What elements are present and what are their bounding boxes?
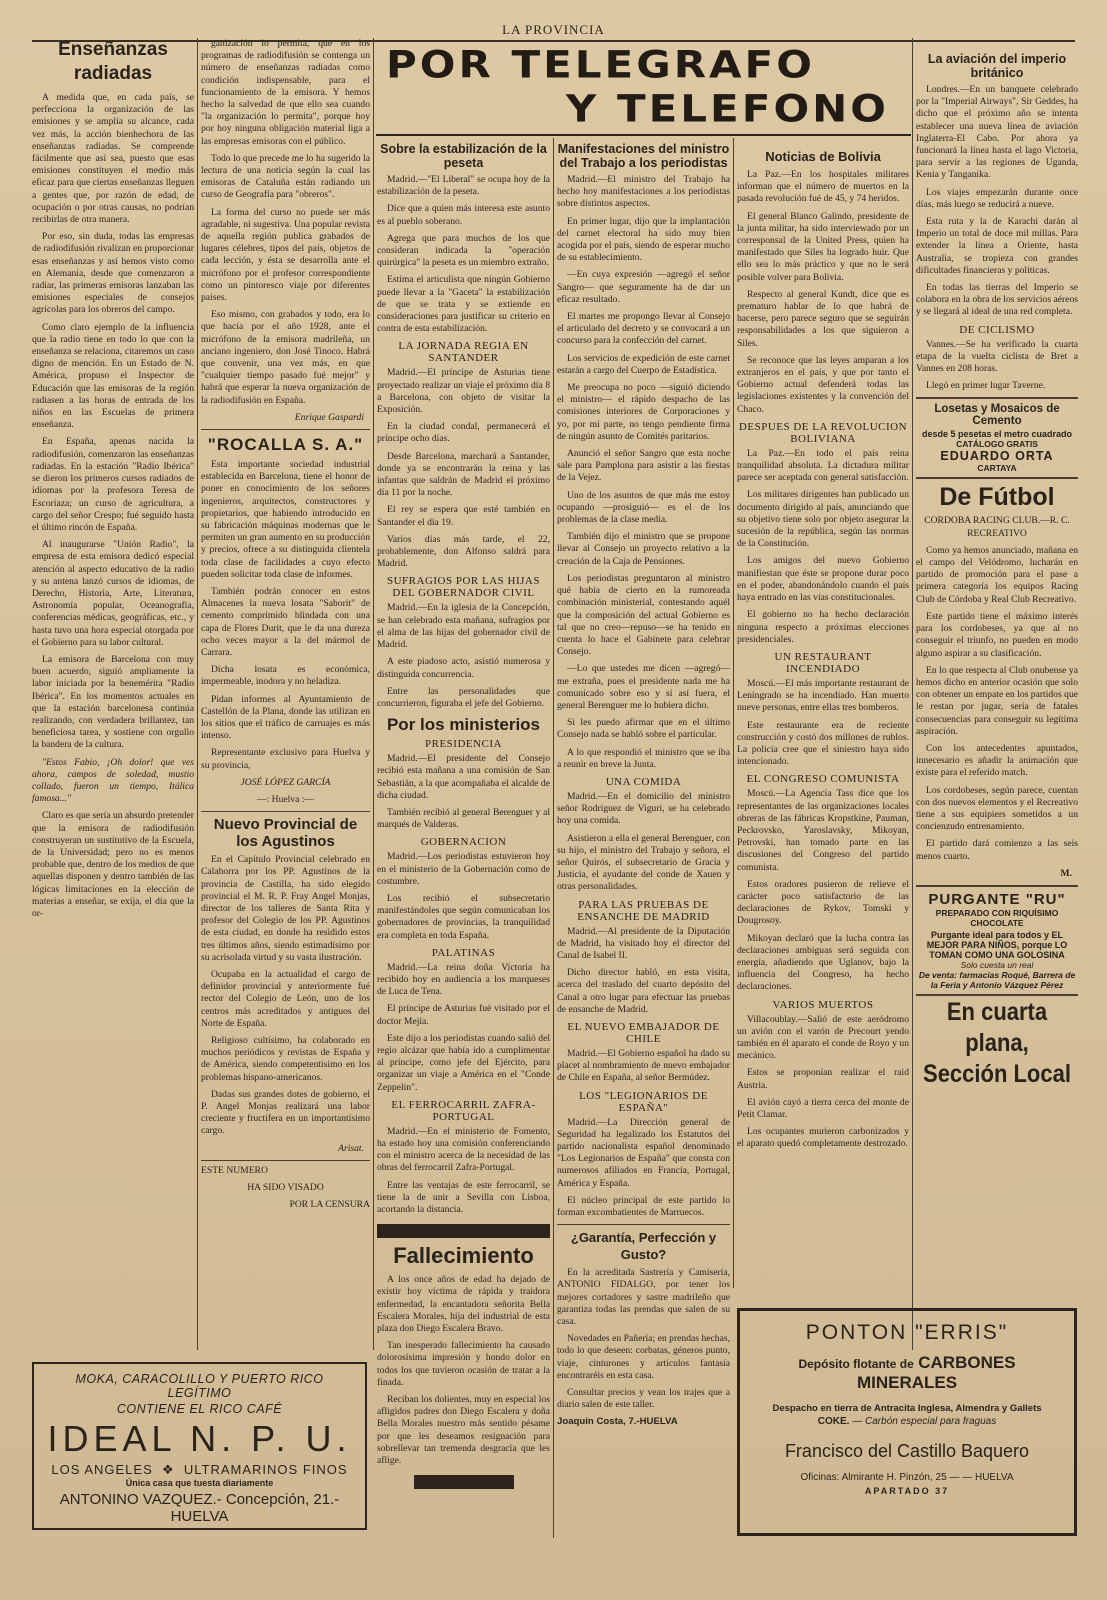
ad-purgante-title: PURGANTE "RU" [928,890,1066,908]
masthead-rule [376,134,911,136]
paragraph: El general Blanco Galindo, presidente de la junta militar, ha sido interviewado por un corresponsal de la United Press, quien ha manifestado que Siles ha logrado huir. Que ello sea lo más práctico y que no le será posible volver para Bolivia. [737,210,909,283]
paragraph: Religioso cultísimo, ha colaborado en muchos periódicos y revistas de España y de América, siendo competentísimo en los problemas hispano-americanos. [201,1035,370,1083]
paragraph: A los once años de edad ha dejado de existir hoy víctima de rápida y traidora enfermedad, la encantadora señorita Bella Escalera Morales, hija del industrial de esta plaza don Diego Escalera Bravo. [377,1274,550,1335]
subheading-presidencia: PRESIDENCIA [424,738,502,751]
ad-ponton-coke-dash: — [852,1416,863,1427]
paragraph: Entre las ventajas de este ferrocarril, se tiene la de unir a Sevilla con Lisboa, acortando la distancia. [377,1179,550,1215]
paragraph: En España, apenas nacida la radiodifusión, comenzaron las enseñanzas radiadas. En la estación "Radio Ibérica" se dieron los primeros cursos radiados de idiomas por la profesora Teresa de Escoriaza; un curso de agricultura, a cargo del señor Crespo; fué seguido hasta el último rincón de España. [32,436,194,533]
paragraph: Este dijo a los periodistas cuando salió del regio alcázar que había ido a cumplimentar al príncipe, como jefe del Ejército, para organizar un viaje a América en el "Conde Zeppelin". [377,1032,550,1093]
column-rule [553,138,554,1538]
paragraph: Con los antecedentes apuntados, innecesario es añadir la animación que existe para el referido match. [916,742,1078,779]
ad-moka-brand: IDEAL N. P. U. [47,1418,352,1459]
paragraph: El avión cayó a tierra cerca del monte de Petit Clamar. [737,1096,909,1120]
divider [201,1160,370,1161]
paragraph: Pidan informes al Ayuntamiento de Castellón de la Plana, donde las utilizan en los sitios que el tráfico de carruajes es más intenso. [201,693,370,742]
column-rule [912,38,913,1350]
divider [201,811,370,812]
paragraph: Los amigos del nuevo Gobierno manifiestan que éste se propone durar poco en el poder, abandonándolo cuando el país haya entrado en las vías constitucionales. [737,555,909,604]
ad-address: Joaquín Costa, 7.-HUELVA [557,1416,678,1428]
ad-ponton-title: PONTON "ERRIS" [805,1321,1009,1344]
author-signature: M. [1060,867,1072,879]
paragraph: A lo que respondió el ministro que se iba a reunir en breve la Junta. [557,746,730,770]
paragraph: Desde Barcelona, marchará a Santander, donde ya se encontrarán la reina y las infantas que saldrán de Madrid el próximo día 11 por la noche. [377,450,550,499]
ad-ponton-subtitle [748,1353,1066,1393]
column-rule [373,38,374,1350]
black-bar [377,1224,550,1238]
ad-ponton-line-1: Despacho en tierra de Antracita Inglesa, Almendra y Gallets [772,1403,1042,1414]
subheading-comida: UNA COMIDA [605,775,682,788]
paragraph: La Paz.—En todo el país reina tranquilidad absoluta. La dictadura militar parece ser aceptada con general satisfacción. [737,447,909,484]
paragraph: Los periodistas preguntaron al ministro qué había de cierto en la rumoreada combinación ministerial, contestando aquél que la composición del actual Gobierno es tal que no creo—repuso—se ha tenido en cuenta lo hace el Gabinete para celebrar Consejo. [557,572,730,658]
paragraph: Tan inesperado fallecimiento ha causado dolorosísima impresión y hondo dolor en todos los que tuvieron ocasión de tratar a la finada. [377,1340,550,1388]
paragraph: Entre las personalidades que concurrieron, figuraba el jefe del Gobierno. [377,685,550,709]
paragraph: Madrid.—El príncipe de Asturias tiene proyectado realizar un viaje el próximo día 8 a Barcelona, con objeto de visitar la Exposición. [377,367,550,416]
divider [557,1224,730,1225]
paragraph: Al inaugurarse "Unión Radio", la empresa de esta emisora dedicó especial atención al aspecto educativo de la radio y su antena lanzó cursos de idiomas, de Derecho, Historia, Arte, Literatura, Astronomía popular, Oceanografía, conferencias médicas, geográficas, etc., y hasta tuvo una hora especial otorgada por el Gobierno para su labor cultural. [32,539,194,648]
paragraph: A medida que, en cada país, se perfecciona la organización de las emisiones y se amplía su alcance, cada vez más, la acción bienhechora de las enseñanzas radiadas. Se comprende fácilmente que así sea, puesto que esas emisiones constituyen el medio más eficaz para que ciertas enseñanzas lleguen a gentes que, por razón de edad, de ocupación o por otras causas, no podrían recibirlas de otra manera. [32,92,194,226]
article-title-fallecimiento: Fallecimiento [393,1243,534,1269]
subheading-futbol: CORDOBA RACING CLUB.—R. C. RECREATIVO [924,515,1070,539]
column-1 [32,38,194,1348]
paragraph: Respecto al general Kundt, dice que es prematuro hablar de lo que habrá de hacerse, pero parece seguro que se seguirán responsabilidades a los que siguieron a Siles. [737,288,909,349]
running-head: LA PROVINCIA [32,22,1075,42]
censorship-line-2: HA SIDO VISADO [247,1181,324,1193]
ad-ponton-apartado: APARTADO 37 [864,1486,950,1496]
paragraph: La Paz.—En los hospitales militares informan que el número de muertos en la pasada revolución fué de 45, y 74 heridos. [737,169,909,205]
paragraph: Madrid.—En el domicilio del ministro señor Rodríguez de Viguri, se ha celebrado hoy una comida. [557,790,730,827]
paragraph: También recibió al general Berenguer y al marqués de Valderas. [377,806,550,831]
ad-purgante-line-3: Solo cuesta un real [960,959,1034,970]
paragraph: Se reconoce que las leyes amparan a los extranjeros en el país, y que por tanto el Gobierno actual defenderá todas las legislaciones existentes y la convención del Chaco. [737,354,909,415]
author-signature: Arisat. [338,1142,364,1154]
subheading-restaurant: UN RESTAURANT INCENDIADO [774,650,872,675]
notice-line-2: Sección Local [923,1058,1071,1088]
paragraph: En la acreditada Sastrería y Camisería, ANTONIO FIDALGO, por tener los mejores cortadores y sastre madrileño que garantiza todas las prendas que salen de su casa. [557,1267,730,1328]
notice-line-1: En cuarta plana, [946,996,1048,1057]
ad-purgante-line-1: PREPARADO CON RIQUÍSIMO CHOCOLATE [935,907,1059,928]
ad-ponton-coke: COKE. [817,1416,850,1427]
subheading-muertos: VARIOS MUERTOS [772,998,874,1011]
ad-moka-line-1: MOKA, CARACOLILLO Y PUERTO RICO LEGÍTIMO [75,1372,324,1400]
ad-losetas-name: EDUARDO ORTA [940,449,1054,464]
section-title-ministerios: Por los ministerios [386,715,541,735]
paragraph: Como ya hemos anunciado, mañana en el campo del Velódromo, lucharán en partido de promoción para el pase a primera categoría los equipos Racing Club de Córdoba y Real Club Recreativo. [916,544,1078,605]
masthead-line-2: Y TELEFONO [565,86,889,131]
paragraph: Madrid.—La reina doña Victoria ha recibido hoy en audiencia a los marqueses de Luca de Tena. [377,961,550,998]
subheading-ferrocarril: EL FERROCARRIL ZAFRA-PORTUGAL [391,1098,536,1123]
paragraph: Como claro ejemplo de la influencia que la radio tiene en todo lo que con la enseñanza se relaciona, citaremos un caso digno de mención. En un Estado de N. América, propuso el Inspector de Educación que las emisoras de la región radiasen a las horas de entrada de los niños en las Escuelas de primera enseñanza. [32,321,194,431]
article-title-manifestaciones: Manifestaciones del ministro del Trabajo a los periodistas [557,142,730,170]
ad-ponton-address: Oficinas: Almirante H. Pinzón, 25 — — HUELVA [800,1472,1014,1483]
ad-ponton-subtitle-a: Depósito flotante de [798,1357,914,1371]
paragraph: —En cuya expresión —agregó el señor Sangro— que seguramente ha de dar un eficaz resultado. [557,269,730,305]
column-6 [916,38,1078,1350]
paragraph: Consultar precios y vean los trajes que a diario salen de este taller. [557,1387,730,1411]
subheading-sufragios: SUFRAGIOS POR LAS HIJAS DEL GOBERNADOR CIVIL [386,575,540,600]
paragraph: Los servicios de expedición de este carnet estarán a cargo del Cuerpo de Estadística. [557,352,730,376]
censorship-line-3: POR LA CENSURA [289,1199,370,1211]
paragraph: Madrid.—El Gobierno español ha dado su placet al nombramiento de nuevo embajador de Chile en España, al señor Bermúdez. [557,1047,730,1084]
subheading-embajador: EL NUEVO EMBAJADOR DE CHILE [567,1020,720,1045]
paragraph: Los recibió el subsecretario manifestándoles que según comunicaban los gobernadores de provincias, la tranquilidad era completa en toda España. [377,892,550,941]
masthead-line-1: POR TELEGRAFO [386,42,815,87]
article-title-agustinos: Nuevo Provincial de los Agustinos [213,816,358,851]
ad-losetas-line-1: desde 5 pesetas el metro cuadrado [921,429,1073,440]
ad-ponton-name: Francisco del Castillo Baquero [784,1441,1030,1461]
black-bar [414,1475,514,1489]
paragraph: Llegó en primer lugar Taverne. [926,380,1046,392]
ad-moka-line-3 [42,1462,357,1478]
paragraph: El núcleo principal de este partido lo forman excombatientes de Marruecos. [557,1194,730,1219]
paragraph: —Lo que ustedes me dicen —agregó— me extraña, pues el presidente nada me ha comunicado sobre eso y si así fuera, el general Berenguer me lo hubiera dicho. [557,663,730,711]
ad-moka-store: LOS ANGELES [51,1462,153,1477]
paragraph: ganización lo permita, que en los programas de radiodifusión se contenga un número de enseñanzas radiadas como condición indispensable, para el funcionamiento de la emisora. Y hemos hecho la salvedad de que ello sea cuando "la organización lo permita", porque hoy por hoy ninguna obligación material liga a las empresas emisoras con el público. [201,38,370,147]
ad-title-rocalla: "ROCALLA S. A." [207,434,364,454]
paragraph: Estos se proponían realizar el raid Austria. [737,1067,909,1091]
paragraph: Eso mismo, con grabados y todo, era lo que hacía por el año 1928, ante el micrófono de la emisora madrileña, un anciano ingeniero, don José Tinoco. Habrá que convenir, una vez más, en que "cualquier tiempo pasado fué mejor" y habrá que esperar la nueva organización de la radiodifusión en España. [201,309,370,406]
divider [916,477,1078,479]
divider [916,885,1078,887]
column-rule [197,38,198,1350]
subheading-jornada-regia: LA JORNADA REGIA EN SANTANDER [398,340,529,365]
paragraph: El gobierno no ha hecho declaración ninguna respecto a próximas elecciones presidenciales. [737,609,909,645]
column-4 [557,142,730,1542]
article-title-futbol: De Fútbol [939,483,1055,512]
paragraph: En primer lugar, dijo que la implantación del carnet electoral ha sido muy bien acogida por el país, siendo de esperar mucho de su establecimiento. [557,215,730,264]
ad-ponton-erris [737,1308,1077,1536]
paragraph: Dicho director habló, en esta visita, acerca del traslado del cuarto depósito del Canal a otro lugar para efectuar las pruebas de ensanche de Madrid. [557,967,730,1015]
ad-purgante [916,891,1078,990]
paragraph: Madrid.—El presidente del Consejo recibió esta mañana a una comisión de San Sebastián, a la que acompañaba el alcalde de dicha ciudad. [377,753,550,801]
paragraph: Me preocupa no poco —siguió diciendo el ministro— el rápido despacho de las comisiones interiores de Corporaciones y yo, por mi parte, no tengo pendiente firma de ningún asunto de Comités paritarios. [557,382,730,442]
paragraph: Los militares dirigentes han publicado un documento dirigido al país, anunciando que su objetivo tiene solo por objeto asegurar la sucesión de la república, según las normas de la Constitución. [737,489,909,550]
paragraph: El rey se espera que esté también en Santander el día 19. [377,504,550,528]
paragraph: Estima el articulista que ningún Gobierno puede llevar a la "Gaceta" la estabilización de que se trata y se extiende en consideraciones para justificar su criterio en contra de esta estabilización. [377,274,550,335]
paragraph: Los ocupantes murieron carbonizados y el aparato quedó completamente destrozado. [737,1126,909,1150]
paragraph: Anunció el señor Sangro que esta noche sale para Pamplona para asistir a las fiestas de la Vejez. [557,448,730,484]
notice-cuarta-plana [916,996,1078,1089]
paragraph: Madrid.—El ministro del Trabajo ha hecho hoy manifestaciones a los periodistas sobre distintos aspectos. [557,174,730,210]
ad-ponton-line-2 [748,1416,1066,1427]
ad-ponton-coke-desc: Carbón especial para fraguas [865,1416,997,1427]
divider [916,397,1078,399]
representative-city: —: Huelva :— [256,793,315,805]
subheading-legionarios: LOS "LEGIONARIOS DE ESPAÑA" [579,1089,708,1114]
paragraph: Mikoyan declaró que la lucha contra las declaraciones ambiguas será seguida con energía, añadiendo que Uglanov, bajo la influencia del Congreso, ha hecho declaraciones. [737,932,909,993]
ad-losetas-line-2: CATÁLOGO GRATIS [956,439,1038,450]
column-3 [377,142,550,1532]
ad-ponton-subtitle-b: CARBONES MINERALES [856,1353,1016,1392]
paragraph: En el Capítulo Provincial celebrado en Calahorra por los PP. Agustinos de la provincia de Castilla, ha sido elegido provincial el M. R. P. Fray Angel Monjas, director de los talleres de Santa Rita y profesor del Colegio de los PP. Agustinos de esta ciudad, en donde ha residido estos tres últimos años, siendo estimadísimo por su acrisolada virtud y su vasta ilustración. [201,854,370,963]
article-title-aviacion: La aviación del imperio británico [927,52,1067,80]
paragraph: Madrid.—Los periodistas estuvieron hoy en el ministerio de la Gobernación como de costumbre. [377,851,550,887]
paragraph: Los viajes empezarán durante once días, más luego se reducirá a nueve. [916,186,1078,210]
paragraph: Madrid.—La Dirección general de Seguridad ha legalizado los Estatutos del partido nacionalista español denominado "Los Legionarios de España" que consta con numerosos afiliados en Francia, Portugal, América y España. [557,1116,730,1189]
ad-losetas [916,403,1078,473]
paragraph: Claro es que sería un absurdo pretender que la emisora de radiodifusión construyeran un sustitutivo de la Escuela, de la Universidad; pero no es menos probable que, dentro de los medios de que aquellas disponen y dentro también de las lógicas limitaciones en la elección de materias a enseñar, se exija, el día que la or- [32,810,194,919]
paragraph: Dicha losata es económica, impermeable, inodora y no heladiza. [201,664,370,688]
column-rule [733,138,734,1288]
ad-moka-line-5: Única casa que tuesta diariamente [125,1478,274,1488]
paragraph: Vannes.—Se ha verificado la cuarta etapa de la vuelta ciclista de Bret a Vannes en 208 horas. [916,338,1078,375]
paragraph: Madrid.—En la iglesia de la Concepción, se han celebrado esta mañana, sufragios por el alma de las hijas del gobernador civil de Madrid. [377,602,550,651]
paragraph: Ocupaba en la actualidad el cargo de definidor provincial y anteriormente fué rector del Colegio de León, uno de los centros más acreditados y antiguos del Norte de España. [201,969,370,1029]
ad-title-garantia: ¿Garantía, Perfección y Gusto? [570,1230,717,1263]
article-title-bolivia: Noticias de Bolivia [765,149,881,164]
ad-purgante-line-4: De venta: farmacias Roqué, Barrera de la Feria y Antonio Vázquez Pérez [918,969,1076,990]
paragraph: En lo que respecta al Club onubense ya hemos dicho en anterior ocasión que solo con obtener un empate en los partidos que le restan por jugar, sería de fatales consecuencias para conseguir su legítima aspiración. [916,664,1078,737]
paragraph: Londres.—En un banquete celebrado por la "Imperial Airways", Sir Geddes, ha dicho que el próximo año se intenta establecer una nueva línea de aviación Inglaterra-El Cabo. Por ahora ya funcionará la línea hasta el lago Victoria, para servir a las regiones de Uganda, Kenia y Tanganika. [916,84,1078,181]
paragraph: Madrid.—"El Liberal" se ocupa hoy de la estabilización de la peseta. [377,174,550,198]
paragraph: En la ciudad condal, permanecerá el príncipe ocho días. [377,421,550,445]
paragraph: Este restaurante era de reciente construcción y costó dos millones de rublos. La policía cree que el siniestro haya sido intencionado. [737,719,909,768]
paragraph: Madrid.—Al presidente de la Diputación de Madrid, ha visitado hoy el director del Canal de Isabel II. [557,925,730,961]
paragraph: El martes me propongo llevar al Consejo el articulado del decreto y se convocará a un concurso para la confección del carnet. [557,311,730,347]
divider [201,429,370,430]
subheading-ciclismo: DE CICLISMO [959,323,1035,336]
article-title-estabilizacion: Sobre la estabilización de la peseta [380,142,547,170]
paragraph: Agrega que para muchos de los que consideran indicada la "operación quirúrgica" la peseta es un miembro extraño. [377,232,550,269]
paragraph: Varios días más tarde, el 22, probablemente, don Alfonso saldrá para Madrid. [377,533,550,570]
paragraph: El partido dará comienzo a las seis menos cuarto. [916,838,1078,862]
ad-moka-store-type: ULTRAMARINOS FINOS [183,1462,348,1477]
paragraph: Asistieron a ella el general Berenguer, con su hijo, el ministro del Trabajo y señora, el señor Quirós, el subsecretario de Gracia y Justicia, el ayudante del conde de Xauen y otras personalidades. [557,832,730,893]
paragraph: La emisora de Barcelona con muy buen acuerdo, siguió ampliamente la labor iniciada por la benemérita "Radio Ibérica". En los momentos actuales en que la estación barcelonesa continúa realizando, con verdadera brillantez, tan beneficiosa tarea, y sostiene con orgullo la bandera de la cultura. [32,653,194,751]
paragraph: Reciban los dolientes, muy en especial los afligidos padres don Diego Escalera y doña Bella Morales nuestro más sentido pésame por que les deseamos resignación para sobrellevar tan tremenda desgracia que les aflige. [377,1394,550,1467]
ad-losetas-title: Losetas y Mosaicos de Cemento [934,403,1060,428]
section-masthead [378,40,893,130]
paragraph: También podrán conocer en estos Almacenes la nueva losata "Saborit" de cemento comprimido blindada con una capa de Flores Durit, que le da una dureza ocho veces mayor a la del mármol de Carrara. [201,585,370,658]
subheading-revolucion: DESPUES DE LA REVOLUCION BOLIVIANA [738,420,908,445]
paragraph: Por eso, sin duda, todas las empresas de radiodifusión rivalizan en proporcionar esas enseñanzas y así hemos visto como en Alemania, desde que comenzaron a radiar, las primeras emisoras lanzaban las emisiones especiales de consejos agrícolas para los obreros del campo. [32,231,194,316]
paragraph: Uno de los asuntos de que más me estoy ocupando —prosiguió— es el de los problemas de la clase media. [557,489,730,526]
subheading-pruebas: PARA LAS PRUEBAS DE ENSANCHE DE MADRID [577,898,710,923]
paragraph: Esta ruta y la de Karachi darán al Imperio un total de doce mil millas. Para extender la línea a Oriente, hasta Australia, se tropieza con grandes dificultades financieras y políticas. [916,216,1078,276]
paragraph: Moscú.—El más importante restaurant de Leningrado se ha incendiado. Han muerto nueve personas, entre ellas tres bomberos. [737,677,909,714]
ornament-icon: ❖ [157,1462,180,1477]
column-2 [201,38,370,1348]
censorship-line-1: ESTE NUMERO [201,1164,268,1176]
ad-losetas-city: CARTAYA [977,463,1017,474]
ad-ideal-npu [32,1362,367,1530]
subheading-palatinas: PALATINAS [431,946,496,959]
representative-name: JOSÉ LÓPEZ GARCÍA [240,776,331,788]
paragraph: Este partido tiene el máximo interés para los cordobeses, ya que al no conseguir el triunfo, no pueden en modo alguno aspirar a su clasificación. [916,610,1078,659]
column-5 [737,142,909,1292]
paragraph: En todas las tierras del Imperio se colabora en la obra de los servicios aéreos y se llegará al ideal de una red completa. [916,282,1078,318]
paragraph: Dice que a quien más interesa este asunto es al pueblo soberano. [377,203,550,227]
paragraph: Moscú.—La Agencia Tass dice que los representantes de las organizaciones locales obreras de las fábricas Kropstkine, Pauman, Peckrovsko, Yaroslavsky, Mikoyan, Petrovski, han tomado parte en las discusiones del Congreso del partido comunista. [737,788,909,873]
verse-quote: "Estos Fabio, ¡Oh dolor! que ves ahora, campos de soledad, mustio collado, fueron un tiempo, Itálica famosa..." [32,756,194,805]
paragraph: Todo lo que precede me lo ha sugerido la lectura de una noticia según la cual las emisoras de Cataluña están radiando un curso de Geografía para "obreros". [201,152,370,201]
subheading-congreso: EL CONGRESO COMUNISTA [746,773,900,786]
paragraph: Esta importante sociedad industrial establecida en Barcelona, tiene el honor de poner en conocimiento de los señores ingenieros, arquitectos, constructores y propietarios, que habiendo introducido en su fabricación máquinas modernas que le permiten un gran aumento en su producción y precios, ofrece a su distinguida clientela toda clase de facilidades a cuyo efecto pueden solicitar toda clase de informes. [201,458,370,580]
ad-moka-line-2: CONTIENE EL RICO CAFÉ [116,1402,283,1416]
paragraph: El príncipe de Asturias fué visitado por el doctor Mejía. [377,1003,550,1027]
paragraph: Novedades en Pañería; en prendas hechas, todo lo que deseen: corbatas, géneros punto, viaje, cinturones y artículos fantasía encontraréis en esta casa. [557,1333,730,1381]
subheading-gobernacion: GOBERNACION [420,836,507,849]
paragraph: También dijo el ministro que se propone llevar al Consejo un proyecto relativo a la creación de la Caja de Pensiones. [557,531,730,567]
paragraph: Representante exclusivo para Huelva y su provincia, [201,747,370,771]
paragraph: Si les puedo afirmar que en el último Consejo nada se habló sobre el particular. [557,717,730,741]
article-title-ensenanzas: Enseñanzas radiadas [58,39,168,84]
author-signature: Enrique Gaspardi [294,411,364,423]
paragraph: Madrid.—En el ministerio de Fomento, ha estado hoy una comisión conferenciando con el ministro acerca de la necesidad de las obras del ferrocarril Zafra-Portugal. [377,1125,550,1174]
paragraph: Dadas sus grandes dotes de gobierno, el P. Angel Monjas realizará una labor creciente y fructífera en un importantísimo cargo. [201,1088,370,1137]
paragraph: Villacoublay.—Salió de este aeródromo un avión con el varón de Precourt yendo también en él aparato el conde de Royo y un mecánico. [737,1013,909,1062]
ad-moka-line-6: ANTONINO VAZQUEZ.- Concepción, 21.-HUELVA [59,1491,340,1525]
paragraph: A este piadoso acto, asistió numerosa y distinguida concurrencia. [377,656,550,680]
paragraph: Estos oradores pusieron de relieve el carácter poco satisfactorio de las declaraciones de Rykov, Tomski y Dougrosoy. [737,878,909,927]
paragraph: La forma del curso no puede ser más agradable, ni sugestiva. Una popular revista de aquella región publica grabados de lugares célebres, tipos del país, objetos de cada lección, y ésta se desarrolla ante el micrófono por el profesor correspondiente como un pintoresco viaje por diferentes países. [201,206,370,304]
paragraph: Los cordobeses, según parece, cuentan con dos nuevos elementos y el Recreativo tiene a sus equipiers sometidos a un concienzudo entrenamiento. [916,784,1078,833]
ad-purgante-line-2: Purgante ideal para todos y EL MEJOR PARA NIÑOS, porque LO TOMAN COMO UNA GOLOSINA [926,929,1068,960]
